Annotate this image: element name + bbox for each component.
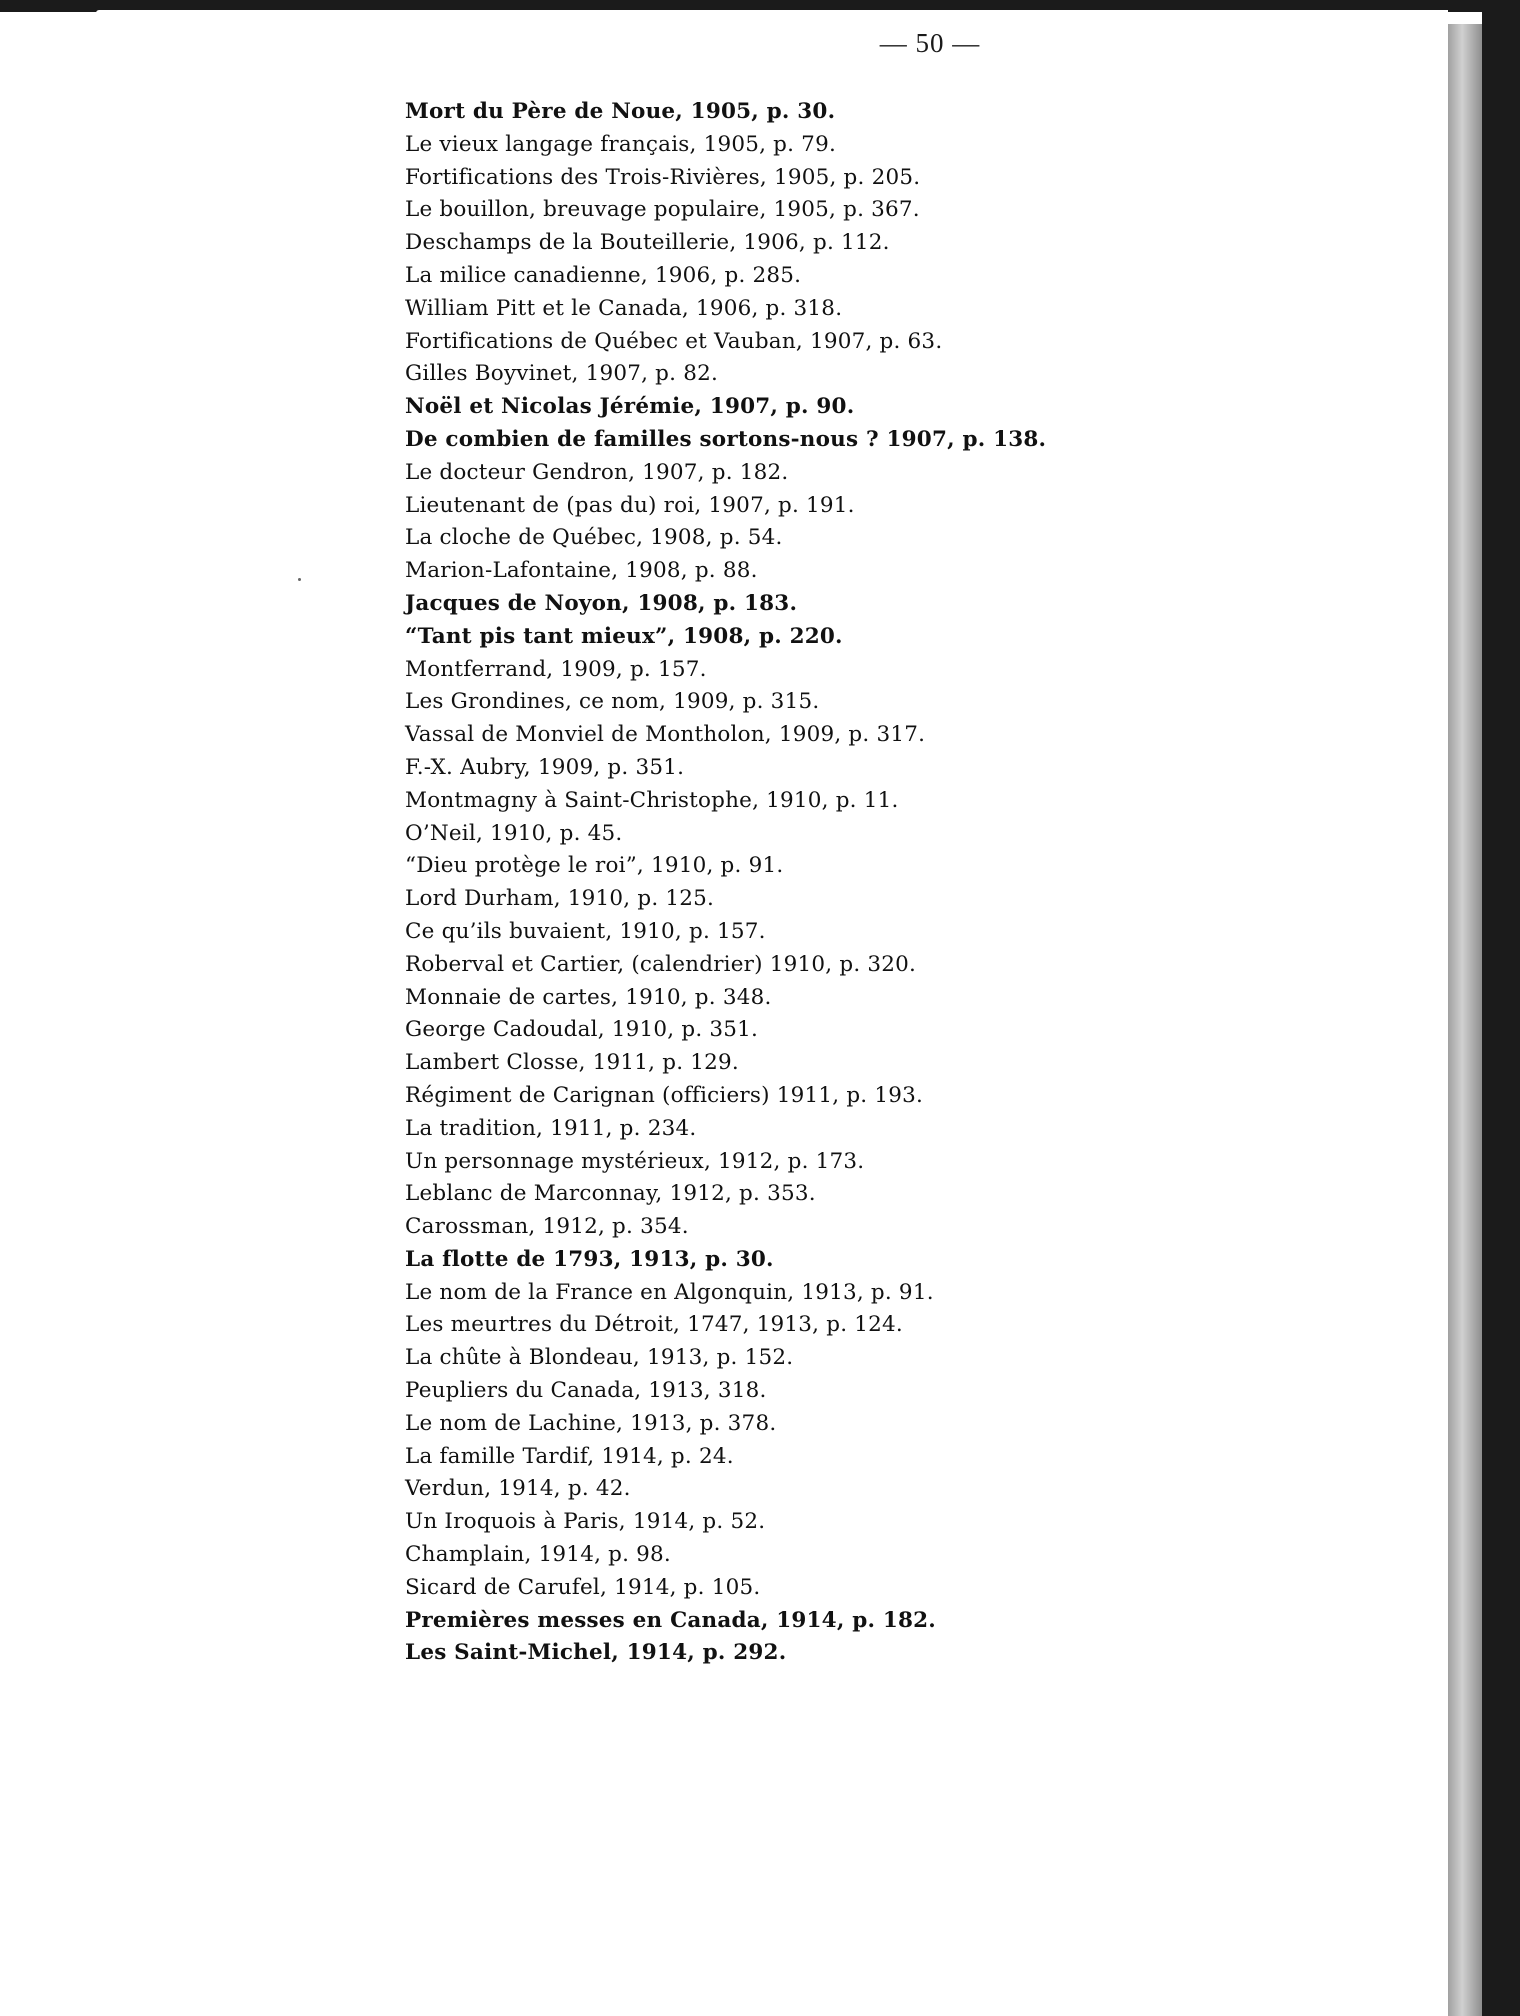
list-item: Un personnage mystérieux, 1912, p. 173. xyxy=(405,1148,865,1174)
list-item: De combien de familles sortons-nous ? 1907, p. 138. xyxy=(405,426,1047,452)
list-item: Le bouillon, breuvage populaire, 1905, p. 367. xyxy=(405,197,920,223)
list-item: Leblanc de Marconnay, 1912, p. 353. xyxy=(405,1181,816,1207)
list-item: Le nom de la France en Algonquin, 1913, p. 91. xyxy=(405,1279,934,1305)
list-item: William Pitt et le Canada, 1906, p. 318. xyxy=(405,295,843,321)
scan-speck xyxy=(298,578,301,581)
list-item: Régiment de Carignan (officiers) 1911, p. 193. xyxy=(405,1082,924,1108)
list-item: George Cadoudal, 1910, p. 351. xyxy=(405,1017,759,1043)
list-item: Jacques de Noyon, 1908, p. 183. xyxy=(405,590,798,616)
list-item: Les meurtres du Détroit, 1747, 1913, p. 124. xyxy=(405,1312,903,1338)
list-item: Verdun, 1914, p. 42. xyxy=(405,1476,631,1502)
list-item: Le vieux langage français, 1905, p. 79. xyxy=(405,131,836,157)
list-item: La milice canadienne, 1906, p. 285. xyxy=(405,262,802,288)
list-item: Marion-Lafontaine, 1908, p. 88. xyxy=(405,558,758,584)
list-item: Gilles Boyvinet, 1907, p. 82. xyxy=(405,361,718,387)
list-item: Sicard de Carufel, 1914, p. 105. xyxy=(405,1574,761,1600)
list-item: Montmagny à Saint-Christophe, 1910, p. 11. xyxy=(405,787,899,813)
list-item: Le docteur Gendron, 1907, p. 182. xyxy=(405,459,789,485)
list-item: Les Grondines, ce nom, 1909, p. 315. xyxy=(405,689,820,715)
list-item: La cloche de Québec, 1908, p. 54. xyxy=(405,525,783,551)
scan-border-right xyxy=(1482,0,1520,2016)
list-item: Mort du Père de Noue, 1905, p. 30. xyxy=(405,99,836,124)
list-item: Fortifications des Trois-Rivières, 1905, p. 205. xyxy=(405,164,921,190)
page-number: — 50 — xyxy=(879,28,981,58)
list-item: Peupliers du Canada, 1913, 318. xyxy=(405,1378,767,1404)
list-item: La tradition, 1911, p. 234. xyxy=(405,1115,697,1141)
list-item: Premières messes en Canada, 1914, p. 182. xyxy=(405,1607,936,1633)
list-item: Monnaie de cartes, 1910, p. 348. xyxy=(405,984,772,1010)
list-item: F.-X. Aubry, 1909, p. 351. xyxy=(405,754,685,780)
page-edge-shadow xyxy=(1446,24,1482,2016)
list-item: Lambert Closse, 1911, p. 129. xyxy=(405,1050,739,1076)
list-item: Vassal de Monviel de Montholon, 1909, p. 317. xyxy=(405,722,926,748)
list-item: Carossman, 1912, p. 354. xyxy=(405,1214,689,1240)
list-item: Lieutenant de (pas du) roi, 1907, p. 191. xyxy=(405,492,855,518)
list-item: La chûte à Blondeau, 1913, p. 152. xyxy=(405,1345,794,1371)
list-item: Roberval et Cartier, (calendrier) 1910, p. 320. xyxy=(405,951,917,977)
list-item: La flotte de 1793, 1913, p. 30. xyxy=(405,1246,774,1272)
list-item: “Dieu protège le roi”, 1910, p. 91. xyxy=(405,853,784,879)
list-item: La famille Tardif, 1914, p. 24. xyxy=(405,1443,734,1469)
list-item: Ce qu’ils buvaient, 1910, p. 157. xyxy=(405,918,766,944)
list-item: Le nom de Lachine, 1913, p. 378. xyxy=(405,1410,777,1436)
list-item: Deschamps de la Bouteillerie, 1906, p. 112. xyxy=(405,230,890,256)
list-item: Montferrand, 1909, p. 157. xyxy=(405,656,707,682)
list-item: Un Iroquois à Paris, 1914, p. 52. xyxy=(405,1509,766,1535)
list-item: Fortifications de Québec et Vauban, 1907, p. 63. xyxy=(405,328,943,354)
list-item: Les Saint-Michel, 1914, p. 292. xyxy=(405,1640,787,1666)
bibliography-list xyxy=(405,96,1046,1670)
list-item: “Tant pis tant mieux”, 1908, p. 220. xyxy=(405,623,843,649)
list-item: Champlain, 1914, p. 98. xyxy=(405,1542,671,1568)
list-item: Lord Durham, 1910, p. 125. xyxy=(405,886,715,912)
list-item: Noël et Nicolas Jérémie, 1907, p. 90. xyxy=(405,394,855,420)
list-item: O’Neil, 1910, p. 45. xyxy=(405,820,623,846)
